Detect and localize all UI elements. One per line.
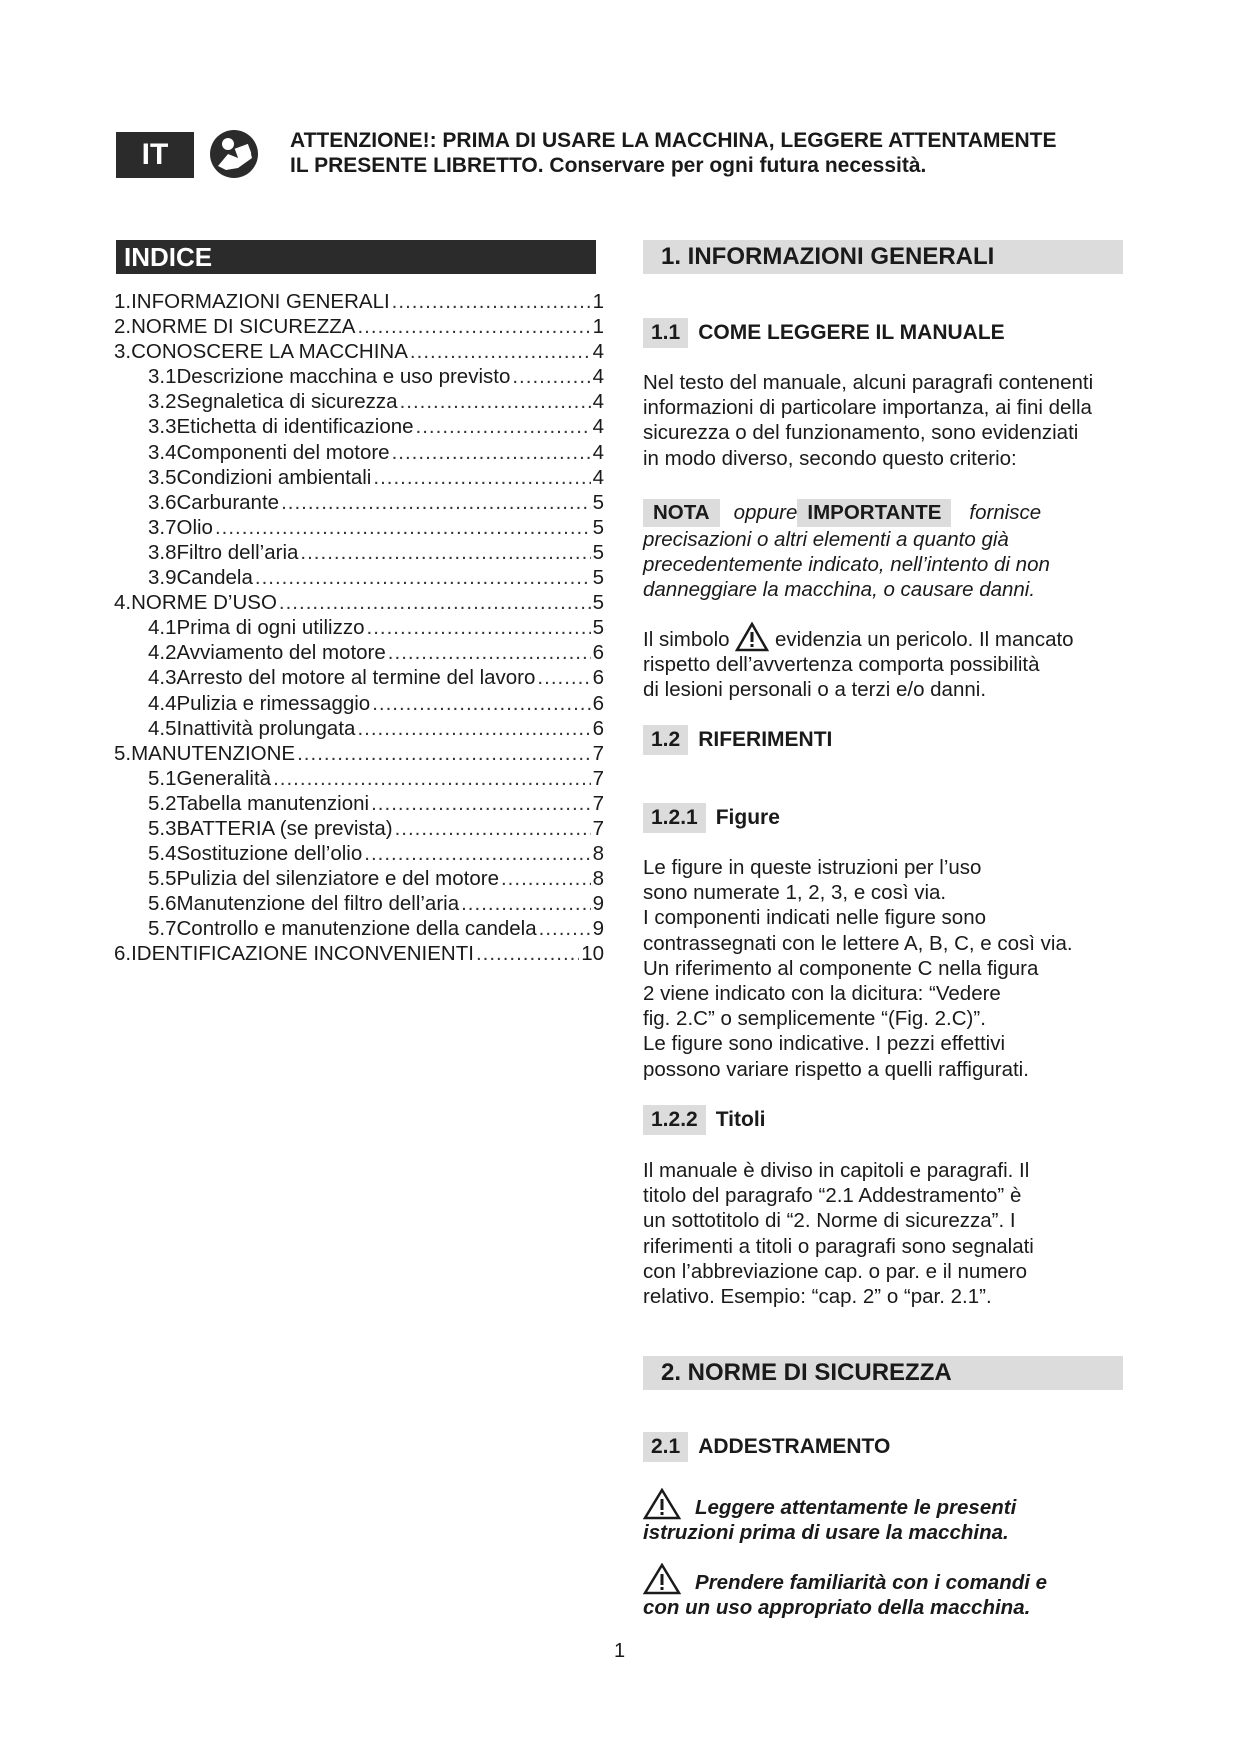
text-line: Le figure in queste istruzioni per l’uso — [643, 856, 982, 879]
toc-item — [114, 640, 604, 665]
toc-item — [114, 816, 604, 841]
toc-item — [114, 364, 604, 389]
or-text: oppure — [733, 501, 798, 525]
toc-item-label: Carburante — [176, 490, 280, 514]
text-line: sicurezza o del funzionamento, sono evidenziati — [643, 421, 1079, 445]
subsection-1-2-2-heading — [643, 1105, 766, 1135]
warning-triangle-icon — [643, 1563, 681, 1595]
symbol-pre: Il simbolo — [643, 628, 730, 651]
toc-item-page: 5 — [592, 591, 604, 615]
text-line: Nel testo del manuale, alcuni paragrafi contenenti — [643, 371, 1094, 394]
toc-dot-leader — [297, 741, 590, 766]
toc-item-page: 1 — [592, 290, 604, 313]
toc-dot-leader — [300, 540, 590, 565]
text-line: informazioni di particolare importanza, ai fini della — [643, 396, 1092, 420]
toc-dot-leader — [357, 314, 590, 339]
text-line: con l’abbreviazione cap. o par. e il numero — [643, 1259, 1028, 1283]
toc-dot-leader — [476, 941, 579, 966]
toc-item-page: 7 — [592, 791, 604, 815]
verb-text: fornisce — [969, 501, 1042, 525]
subsection-title: COME LEGGERE IL MANUALE — [698, 321, 1005, 344]
toc-dot-leader — [410, 339, 591, 364]
toc-item-number: 4.3 — [148, 666, 177, 690]
toc-dot-leader — [255, 565, 591, 590]
warning-triangle-icon — [735, 622, 769, 652]
text-line: contrassegnati con le lettere A, B, C, e così via. — [643, 931, 1073, 955]
toc-item-number: 3.6 — [148, 490, 177, 514]
toc-item — [114, 916, 604, 941]
toc-item-label: Tabella manutenzioni — [176, 791, 370, 815]
toc-item — [114, 741, 604, 766]
toc-item-page: 7 — [592, 816, 604, 840]
toc-item-label: CONOSCERE LA MACCHINA — [131, 340, 408, 364]
toc-dot-leader — [461, 891, 590, 916]
toc-item-page: 4 — [592, 390, 604, 414]
toc-dot-leader — [395, 816, 591, 841]
toc-item-label: Arresto del motore al termine del lavoro — [176, 666, 536, 690]
toc-item-label: Candela — [176, 566, 253, 590]
toc-item — [114, 891, 604, 916]
toc-dot-leader — [357, 716, 590, 741]
toc-item-number: 5.1 — [148, 766, 177, 790]
text-line: I componenti indicati nelle figure sono — [643, 906, 987, 930]
toc-item-label: Manutenzione del filtro dell’aria — [176, 892, 460, 916]
toc-dot-leader — [392, 289, 591, 314]
toc-dot-leader — [392, 440, 591, 465]
symbol-paragraph — [643, 622, 1133, 703]
toc-dot-leader — [400, 389, 591, 414]
toc-item — [114, 841, 604, 866]
text-line: istruzioni prima di usare la macchina. — [643, 1521, 1009, 1545]
subsection-number: 1.2 — [643, 725, 688, 755]
toc-item — [114, 766, 604, 791]
toc-item-number: 3. — [114, 340, 132, 364]
toc-item-number: 6. — [114, 942, 132, 966]
subsection-1-2-1-heading — [643, 803, 780, 833]
symbol-post: evidenzia un pericolo. Il mancato — [775, 628, 1074, 651]
toc-item-label: Prima di ogni utilizzo — [176, 616, 365, 640]
toc-item-label: Componenti del motore — [176, 440, 390, 464]
toc-item — [114, 490, 604, 515]
toc-item-label: NORME D’USO — [131, 591, 277, 615]
toc-item-page: 1 — [592, 315, 604, 339]
toc-dot-leader — [273, 766, 591, 791]
toc-item-number: 5.3 — [148, 816, 177, 840]
toc-dot-leader — [501, 866, 591, 891]
toc-item-page: 5 — [592, 490, 604, 514]
section-2-title: 2. NORME DI SICUREZZA — [643, 1356, 1123, 1390]
toc-item-page: 5 — [592, 616, 604, 640]
toc-item-page: 4 — [592, 465, 604, 489]
toc-item-label: Olio — [176, 515, 213, 539]
toc-item-number: 3.5 — [148, 465, 177, 489]
text-line: con un uso appropriato della macchina. — [643, 1596, 1031, 1620]
text-line: Le figure sono indicative. I pezzi effettivi — [643, 1032, 1005, 1056]
toc-item-label: Controllo e manutenzione della candela — [176, 917, 537, 941]
toc-item — [114, 590, 604, 615]
text-line: Prendere familiarità con i comandi e — [695, 1571, 1048, 1594]
toc-dot-leader — [539, 916, 591, 941]
toc-item — [114, 440, 604, 465]
subsection-title: RIFERIMENTI — [698, 728, 833, 751]
toc-item-label: INFORMAZIONI GENERALI — [131, 290, 390, 313]
toc-item-page: 8 — [592, 867, 604, 891]
toc-dot-leader — [364, 841, 590, 866]
toc-item-page: 6 — [592, 691, 604, 715]
subsection-1-2-heading — [643, 725, 832, 755]
text-line: relativo. Esempio: “cap. 2” o “par. 2.1”. — [643, 1285, 992, 1309]
toc-item-label: Sostituzione dell’olio — [176, 842, 363, 866]
toc-item-number: 2. — [114, 315, 132, 339]
toc-item-number: 1. — [114, 290, 132, 313]
toc-dot-leader — [279, 590, 591, 615]
toc-item-number: 5.7 — [148, 917, 177, 941]
toc-item-number: 3.7 — [148, 515, 177, 539]
toc-item-number: 3.9 — [148, 566, 177, 590]
toc-item-number: 4.2 — [148, 641, 177, 665]
toc-item-page: 9 — [592, 892, 604, 916]
text-line: fig. 2.C” o semplicemente “(Fig. 2.C)”. — [643, 1007, 986, 1031]
toc-item-page: 6 — [592, 666, 604, 690]
toc-item — [114, 791, 604, 816]
text-line: sono numerate 1, 2, 3, e così via. — [643, 881, 947, 905]
toc-item-page: 5 — [592, 540, 604, 564]
toc-item-label: NORME DI SICUREZZA — [131, 315, 356, 339]
toc-item-label: Etichetta di identificazione — [176, 415, 414, 439]
toc-item — [114, 465, 604, 490]
toc-item-number: 5.5 — [148, 867, 177, 891]
toc-item-page: 7 — [592, 741, 604, 765]
warning-triangle-icon — [643, 1488, 681, 1520]
toc-item — [114, 691, 604, 716]
subsection-title: ADDESTRAMENTO — [698, 1435, 891, 1458]
toc-dot-leader — [215, 515, 591, 540]
subsection-title: Figure — [715, 806, 780, 829]
toc-item-label: Segnaletica di sicurezza — [176, 390, 398, 414]
toc-item-label: Generalità — [176, 766, 272, 790]
nota-tag: NOTA — [643, 499, 720, 527]
toc-item — [114, 565, 604, 590]
header-warning — [290, 128, 1140, 178]
toc-item — [114, 941, 604, 966]
text-line: Leggere attentamente le presenti — [695, 1496, 1017, 1519]
text-line: rispetto dell’avvertenza comporta possibilità — [643, 653, 1040, 677]
header-warning-line: IL PRESENTE LIBRETTO. Conservare per ogni futura necessità. — [290, 154, 927, 177]
toc-item — [114, 866, 604, 891]
toc-item-number: 4.1 — [148, 616, 177, 640]
toc-item — [114, 540, 604, 565]
toc-item-number: 5.6 — [148, 892, 177, 916]
subsection-number: 1.1 — [643, 318, 688, 348]
toc-item-label: Pulizia del silenziatore e del motore — [176, 867, 499, 891]
nota-paragraph — [643, 499, 1133, 603]
text-line: possono variare rispetto a quelli raffigurati. — [643, 1057, 1029, 1081]
toc-item-page: 8 — [592, 842, 604, 866]
toc-item — [114, 339, 604, 364]
toc-item-number: 5.4 — [148, 842, 177, 866]
text-line: 2 viene indicato con la dicitura: “Vedere — [643, 982, 1001, 1006]
page-number: 1 — [614, 1640, 626, 1662]
text-line: danneggiare la macchina, o causare danni. — [643, 578, 1036, 602]
header-warning-line: ATTENZIONE!: PRIMA DI USARE LA MACCHINA, LEGGERE ATTENTAMENTE — [290, 129, 1057, 152]
toc-item-page: 4 — [592, 340, 604, 364]
toc-dot-leader — [372, 691, 590, 716]
toc-item — [114, 515, 604, 540]
toc-item-page: 7 — [592, 766, 604, 790]
toc-item-label: Avviamento del motore — [176, 641, 386, 665]
toc-item-number: 3.3 — [148, 415, 177, 439]
toc-item-label: MANUTENZIONE — [131, 741, 296, 765]
toc-item-page: 6 — [592, 716, 604, 740]
toc-item-page: 4 — [592, 365, 604, 389]
importante-tag: IMPORTANTE — [797, 499, 951, 527]
read-manual-icon — [208, 128, 260, 180]
intro-paragraph — [643, 370, 1133, 471]
toc-item-page: 5 — [592, 515, 604, 539]
titoli-paragraph — [643, 1158, 1133, 1309]
toc-dot-leader — [537, 665, 590, 690]
toc-item — [114, 665, 604, 690]
text-line: precisazioni o altri elementi a quanto già — [643, 528, 1009, 551]
figure-paragraph — [643, 855, 1133, 1082]
index-title: INDICE — [116, 240, 596, 274]
text-line: precedentemente indicato, nell’intento di non — [643, 553, 1050, 577]
toc-item-number: 4.4 — [148, 691, 177, 715]
warning-1 — [643, 1488, 1133, 1545]
subsection-number: 2.1 — [643, 1432, 688, 1462]
toc-item-label: Descrizione macchina e uso previsto — [176, 365, 511, 389]
toc-item-number: 3.8 — [148, 540, 177, 564]
toc-item — [114, 716, 604, 741]
toc-item-page: 4 — [592, 415, 604, 439]
text-line: Un riferimento al componente C nella figura — [643, 956, 1039, 980]
toc-item-label: IDENTIFICAZIONE INCONVENIENTI — [131, 942, 474, 966]
toc-item — [114, 314, 604, 339]
section-1-title: 1. INFORMAZIONI GENERALI — [643, 240, 1123, 274]
toc-dot-leader — [281, 490, 591, 515]
text-line: di lesioni personali o a terzi e/o danni. — [643, 678, 987, 702]
toc-item-number: 4. — [114, 591, 132, 615]
toc-item-number: 3.4 — [148, 440, 177, 464]
text-line: riferimenti a titoli o paragrafi sono segnalati — [643, 1234, 1034, 1258]
toc-item-label: Inattività prolungata — [176, 716, 356, 740]
warning-2 — [643, 1563, 1133, 1620]
toc-item — [114, 389, 604, 414]
toc-item-label: Pulizia e rimessaggio — [176, 691, 371, 715]
toc-item — [114, 414, 604, 439]
toc-dot-leader — [388, 640, 591, 665]
text-line: un sottotitolo di “2. Norme di sicurezza”. I — [643, 1209, 1016, 1233]
toc-dot-leader — [367, 615, 591, 640]
text-line: Il manuale è diviso in capitoli e paragrafi. Il — [643, 1159, 1030, 1182]
subsection-1-1-heading — [643, 318, 1005, 348]
subsection-2-1-heading — [643, 1432, 890, 1462]
nota-line — [643, 499, 1133, 527]
toc-item-page: 6 — [592, 641, 604, 665]
toc-dot-leader — [371, 791, 590, 816]
toc-item-label: BATTERIA (se prevista) — [176, 816, 393, 840]
toc-item-page: 9 — [592, 917, 604, 941]
table-of-contents — [114, 289, 604, 967]
toc-item-number: 5. — [114, 741, 132, 765]
toc-item-number: 3.2 — [148, 390, 177, 414]
toc-item-page: 5 — [592, 566, 604, 590]
language-badge: IT — [116, 132, 194, 178]
toc-item-page: 10 — [581, 942, 604, 966]
toc-item-number: 4.5 — [148, 716, 177, 740]
text-line: in modo diverso, secondo questo criterio: — [643, 446, 1017, 470]
toc-dot-leader — [512, 364, 590, 389]
subsection-number: 1.2.1 — [643, 803, 706, 833]
subsection-title: Titoli — [715, 1108, 766, 1131]
toc-dot-leader — [416, 414, 591, 439]
toc-item-page: 4 — [592, 440, 604, 464]
toc-item — [114, 615, 604, 640]
text-line: titolo del paragrafo “2.1 Addestramento” è — [643, 1184, 1022, 1208]
toc-item-label: Filtro dell’aria — [176, 540, 299, 564]
toc-item-number: 3.1 — [148, 365, 177, 389]
toc-dot-leader — [373, 465, 590, 490]
toc-item-label: Condizioni ambientali — [176, 465, 372, 489]
toc-item-number: 5.2 — [148, 791, 177, 815]
subsection-number: 1.2.2 — [643, 1105, 706, 1135]
toc-item — [114, 289, 604, 314]
